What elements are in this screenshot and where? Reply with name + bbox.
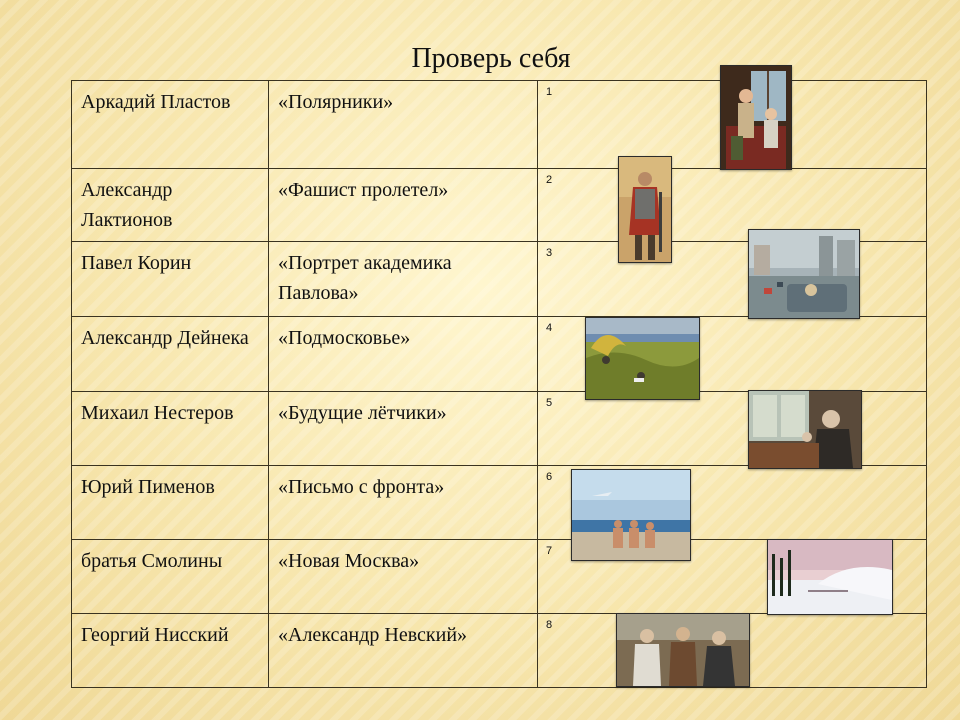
work-cell: «Фашист пролетел»: [269, 169, 538, 242]
work-cell: «Подмосковье»: [269, 317, 538, 392]
number-cell: 4: [538, 317, 927, 392]
artist-cell: Александр Дейнека: [72, 317, 269, 392]
number-cell: 8: [538, 614, 927, 688]
artist-cell: Георгий Нисский: [72, 614, 269, 688]
number-cell: 2: [538, 169, 927, 242]
painting-moscow-winter: [767, 539, 893, 615]
work-cell: «Будущие лётчики»: [269, 392, 538, 466]
work-cell: «Портрет академика Павлова»: [269, 242, 538, 317]
artist-cell: Павел Корин: [72, 242, 269, 317]
table-row: [72, 466, 927, 540]
artist-cell: Александр Лактионов: [72, 169, 269, 242]
number-cell: 1: [538, 81, 927, 169]
number-cell: 3: [538, 242, 927, 317]
painting-children-window: [720, 65, 792, 170]
painting-pavlov: [748, 390, 862, 469]
artist-cell: Аркадий Пластов: [72, 81, 269, 169]
painting-new-moscow: [748, 229, 860, 319]
work-cell: «Полярники»: [269, 81, 538, 169]
painting-future-pilots: [571, 469, 691, 561]
artist-cell: братья Смолины: [72, 540, 269, 614]
artist-cell: Юрий Пименов: [72, 466, 269, 540]
work-cell: «Письмо с фронта»: [269, 466, 538, 540]
painting-polar-explorers: [616, 613, 750, 687]
number-cell: 5: [538, 392, 927, 466]
number-cell: 7: [538, 540, 927, 614]
artist-cell: Михаил Нестеров: [72, 392, 269, 466]
table-row: [72, 81, 927, 169]
work-cell: «Александр Невский»: [269, 614, 538, 688]
table-row: [72, 317, 927, 392]
table-row: [72, 614, 927, 688]
painting-nevsky: [618, 156, 672, 263]
painting-podmoskovye: [585, 317, 700, 400]
slide-title: Проверь себя: [411, 43, 571, 74]
work-cell: «Новая Москва»: [269, 540, 538, 614]
number-cell: 6: [538, 466, 927, 540]
